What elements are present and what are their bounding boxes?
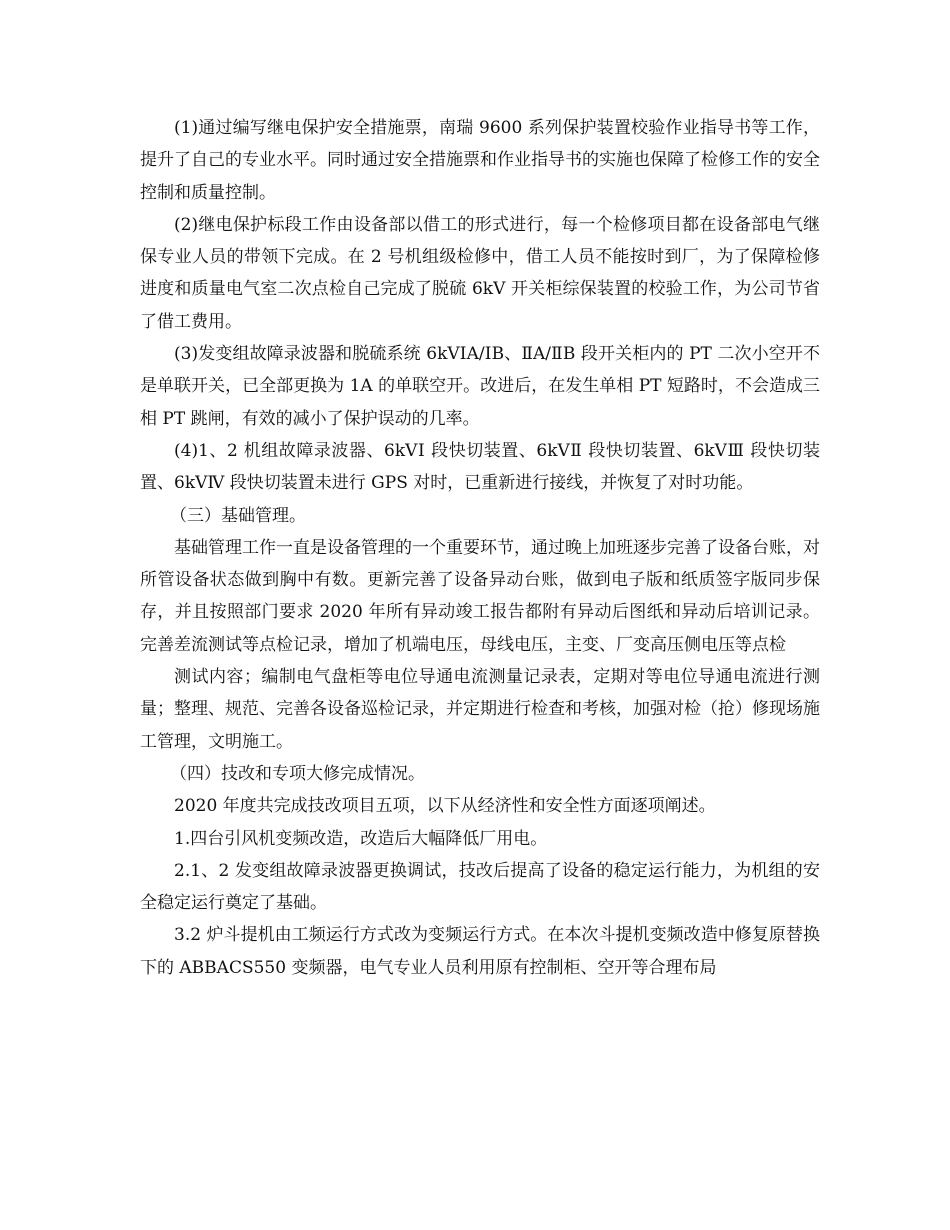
paragraph-3: (3)发变组故障录波器和脱硫系统 6kVⅠA/ⅠB、ⅡA/ⅡB 段开关柜内的 PT 二次小空开不是单联开关，已全部更换为 1A 的单联空开。改进后，在发生单相 PT 短路时，不会造成三相 PT 跳闸，有效的减小了保护误动的几率。 — [140, 344, 820, 429]
paragraph-7: 2020 年度共完成技改项目五项，以下从经济性和安全性方面逐项阐述。 — [174, 796, 716, 817]
list-item-2: 2.1、2 发变组故障录波器更换调试，技改后提高了设备的稳定运行能力，为机组的安全稳定运行奠定了基础。 — [140, 860, 820, 914]
paragraph-5: 基础管理工作一直是设备管理的一个重要环节，通过晚上加班逐步完善了设备台账，对所管设备状态做到胸中有数。更新完善了设备异动台账，做到电子版和纸质签字版同步保存，并且按照部门要求 2020 年所有异动竣工报告都附有异动后图纸和异动后培训记录。完善差流测试等点检记录，增加了机端电压，母线电压，主变、厂变高压侧电压等点检 — [140, 537, 820, 655]
list-item-3: 3.2 炉斗提机由工频运行方式改为变频运行方式。在本次斗提机变频改造中修复原替换下的 ABBACS550 变频器，电气专业人员利用原有控制柜、空开等合理布局 — [140, 925, 820, 978]
list-item-1: 1.四台引风机变频改造，改造后大幅降低厂用电。 — [174, 828, 548, 849]
paragraph-6: 测试内容；编制电气盘柜等电位导通电流测量记录表，定期对等电位导通电流进行测量；整理、规范、完善各设备巡检记录，并定期进行检查和考核，加强对检（抢）修现场施工管理，文明施工。 — [140, 667, 820, 752]
paragraph-1: (1)通过编写继电保护安全措施票，南瑞 9600 系列保护装置校验作业指导书等工作，提升了自己的专业水平。同时通过安全措施票和作业指导书的实施也保障了检修工作的安全控制和质量控制。 — [140, 118, 820, 203]
document-body — [140, 112, 820, 984]
paragraph-4: (4)1、2 机组故障录波器、6kVⅠ 段快切装置、6kVⅡ 段快切装置、6kVⅢ 段快切装置、6kVⅣ 段快切装置未进行 GPS 对时，已重新进行接线，并恢复了对时功能。 — [140, 440, 820, 494]
section-heading-tech-upgrade: （四）技改和专项大修完成情况。 — [170, 763, 425, 784]
section-heading-basic-management: （三）基础管理。 — [170, 505, 306, 526]
paragraph-2: (2)继电保护标段工作由设备部以借工的形式进行，每一个检修项目都在设备部电气继保专业人员的带领下完成。在 2 号机组级检修中，借工人员不能按时到厂，为了保障检修进度和质量电气室二次点检自己完成了脱硫 6kV 开关柜综保装置的校验工作，为公司节省了借工费用。 — [140, 214, 820, 332]
